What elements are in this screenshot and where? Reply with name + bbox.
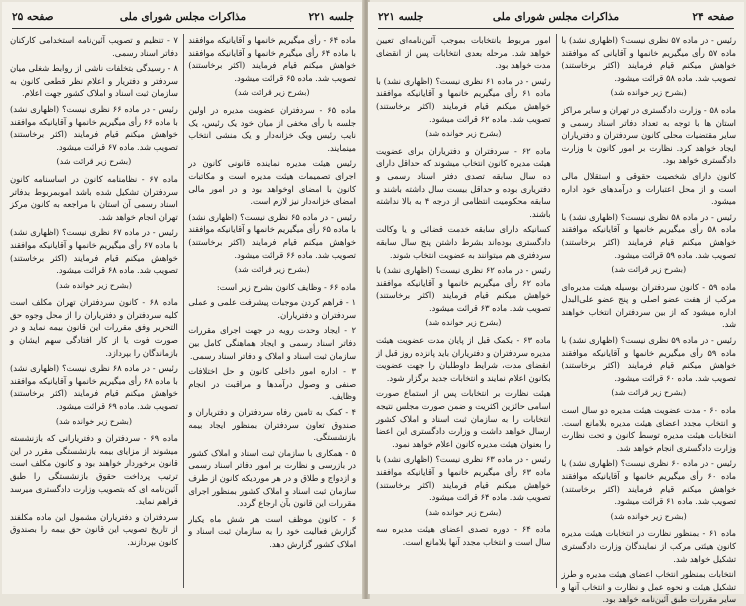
- paragraph: ۲ - ایجاد وحدت رویه در جهت اجرای مقررات دفاتر اسناد رسمی و ایجاد هماهنگی کامل بین سازمان ثبت اسناد و املاک و دفاتر اسناد رسمی.: [188, 325, 356, 361]
- paragraph: ۱ - فراهم کردن موجبات پیشرفت علمی و عملی سردفتران و دفتریاران.: [188, 297, 356, 320]
- paragraph: رئیس - در ماده ۶۵ نظری نیست؟ (اظهاری نشد) با ماده ۶۵ رأی میگیریم خانمها و آقایانیکه موافقند خواهش میکنم قیام فرمایند (اکثر برخاستند) تصویب شد. ماده ۶۶ قرائت میشود.: [188, 211, 356, 260]
- reading-note: (بشرح زیر خوانده شد): [55, 280, 132, 290]
- page-header: [12, 10, 354, 29]
- paragraph: ماده ۶۲ - سردفتران و دفتریاران برای عضویت هیئت مدیره کانون انتخاب میشوند که حداقل دارای ده سال سابقه تصدی دفتر اسناد رسمی و دفتریاری بوده و حداقل بیست سال داشته باشند و سابقه محکومیت انتظامی از درجه ۴ به بالا نداشته باشند.: [376, 145, 551, 219]
- page-title: مذاکرات مجلس شورای ملی: [492, 11, 620, 23]
- reading-note: (بشرح زیر خوانده شد): [610, 511, 687, 521]
- text-columns: [376, 34, 737, 605]
- paragraph: سردفتران و دفتریاران مشمول این ماده مکلفند از تاریخ تصویب این قانون حق بیمه را بصندوق کانون بپردازند.: [10, 511, 178, 547]
- page-title: مذاکرات مجلس شورای ملی: [119, 11, 247, 23]
- page-number: صفحه ۲۵: [12, 11, 54, 23]
- paragraph: ماده ۶۴ - دوره تصدی اعضای هیئت مدیره سه سال است و انتخاب مجدد آنها بلامانع است.: [376, 524, 551, 547]
- paragraph: رئیس - در ماده ۵۹ نظری نیست؟ (اظهاری نشد) با ماده ۵۹ رأی میگیریم خانمها و آقایانیکه موافقند خواهش میکنم قیام فرمایند (اکثر برخاستند) تصویب شد. ماده ۶۰ قرائت میشود.: [561, 335, 737, 383]
- paragraph: ماده ۶۱ - بمنظور نظارت در انتخابات هیئت مدیره کانون هیئتی مرکب از نمایندگان وزارت دادگستری تشکیل خواهد شد.: [561, 528, 736, 564]
- column-divider: [556, 34, 557, 588]
- paragraph: رئیس - در ماده ۶۶ نظری نیست؟ (اظهاری نشد) با ماده ۶۶ رأی میگیریم خانمها و آقایانیکه موافقند خواهش میکنم قیام فرمایند (اکثر برخاستند) تصویب شد. ماده ۶۷ قرائت میشود.: [10, 103, 178, 152]
- paragraph: ماده ۶۵ - سردفتران عضویت مدیره در اولین جلسه با رأی مخفی از میان خود یک رئیس، یک نایب رئیس ویک خزانه‌دار و یک منشی انتخاب مینمایند.: [188, 104, 356, 153]
- reading-note: (بشرح زیر خوانده شد): [425, 507, 502, 517]
- reading-note: (بشرح زیر خوانده شد): [425, 129, 502, 139]
- paragraph: رئیس - در ماده ۶۱ نظری نیست؟ (اظهاری نشد) با ماده ۶۱ رأی میگیریم خانمها و آقایانیکه موافقند خواهش میکنم قیام فرمایند (اکثر برخاستند) تصویب شد. ماده ۶۲ قرائت میشود.: [376, 75, 551, 124]
- paragraph: ماده ۶۳ - بکمک قبل از پایان مدت عضویت هیئت مدیره سردفتران و دفتریاران باید پانزده روز قبل از انقضای مدت، شرایط داوطلبان را جهت عضویت بکانون اعلام نمایند و انتخابات جدید برگزار شود.: [376, 335, 551, 383]
- reading-note: (بشرح زیر قرائت شد): [56, 157, 132, 167]
- paragraph: ماده ۵۹ - کانون سردفتران بوسیله هیئت مدیره‌ای مرکب از هفت عضو اصلی و پنج عضو علی‌البدل اداره میشود که از بین سردفتران انتخاب خواهند شد.: [561, 281, 736, 330]
- paragraph: هیئت نظارت بر انتخابات پس از استماع صورت اسامی حائزین اکثریت و ضمن صورت مجلس نتیجه انتخابات را به سازمان ثبت اسناد و املاک کشور ارسال خواهد داشت و وزارت دادگستری این اعضا را بعنوان هیئت مدیره کانون اعلام خواهد نمود.: [376, 388, 551, 449]
- paragraph: ۴ - کمک به تامین رفاه سردفتران و دفتریاران و صندوق تعاون سردفتران بمنظور ایجاد بیمه بازنشستگی.: [188, 407, 356, 443]
- column-divider: [183, 34, 184, 588]
- left-page: [2, 2, 364, 594]
- reading-note: (بشرح زیر قرائت شد): [611, 388, 687, 398]
- paragraph: ۸ - رسیدگی بتخلفات ناشی از روابط شغلی میان سردفتر و دفتریار و اعلام نظر قطعی کانون به سازمان ثبت اسناد و املاک کشور جهت اعلام.: [10, 63, 178, 99]
- reading-note: (بشرح زیر خوانده شد): [610, 88, 687, 98]
- paragraph: رئیس - در ماده ۵۸ نظری نیست؟ (اظهاری نشد) با ماده ۵۸ رأی میگیریم خانمها و آقایانیکه موافقند خواهش میکنم قیام فرمایند (اکثر برخاستند) تصویب شد. ماده ۵۹ قرائت میشود.: [561, 211, 737, 260]
- paragraph: امور مربوط بانتخابات بموجب آئین‌نامه‌ای تعیین خواهد شد. مرحله بعدی انتخابات پس از انقضای مدت خواهد بود.: [376, 35, 551, 71]
- paragraph: ۵ - همکاری با سازمان ثبت اسناد و املاک کشور در بازرسی و نظارت بر امور دفاتر اسناد رسمی و ازدواج و طلاق و در هر موردیکه کانون از طرف سازمان ثبت اسناد و املاک کشور بمنظور اجرای مقررات این قانون بآن ارجاع گردد.: [188, 447, 356, 509]
- paragraph: رئیس هیئت مدیره نماینده قانونی کانون در اجرای تصمیمات هیئت مدیره است و مکاتبات کانون با امضای اوخواهد بود و در امور مالی امضای خزانه‌دار نیز لازم است.: [188, 158, 356, 207]
- paragraph: رئیس - در ماده ۶۸ نظری نیست؟ (اظهاری نشد) با ماده ۶۸ رأی میگیریم خانمها و آقایانیکه موافقند خواهش میکنم قیام فرمایند (اکثر برخاستند) تصویب شد. ماده ۶۹ قرائت میشود.: [10, 363, 178, 412]
- text-column-right: [188, 34, 356, 588]
- paragraph: رئیس - در ماده ۵۷ نظری نیست؟ (اظهاری نشد) با ماده ۵۷ رأی میگیریم خانمها و آقایانی که موافقند خواهش میکنم قیام فرمایند (اکثر برخاستند) تصویب شد. ماده ۵۸ قرائت میشود.: [561, 35, 736, 83]
- paragraph: رئیس - در ماده ۶۷ نظری نیست؟ (اظهاری نشد) با ماده ۶۷ رأی میگیریم خانمها و آقایانیکه موافقند خواهش میکنم قیام فرمایند (اکثر برخاستند) تصویب شد. ماده ۶۸ قرائت میشود.: [10, 227, 178, 276]
- page-header: [378, 10, 734, 29]
- paragraph: ماده ۵۸ - وزارت دادگستری در تهران و سایر مراکز استان ها با توجه به تعداد دفاتر اسناد رسمی و سایر مقتضیات محلی کانون سردفتران و دفتریاران ایجاد خواهد کرد. نظارت بر امور کانون با وزارت دادگستری خواهد بود.: [561, 104, 736, 166]
- paragraph: ماده ۶۶ - وظایف کانون بشرح زیر است:: [216, 281, 356, 292]
- text-column-left: [376, 34, 551, 588]
- page-number: صفحه ۲۴: [692, 11, 734, 23]
- paragraph: ماده ۶۷ - نظامنامه کانون در اساسنامه کانون سردفتران تشکیل شده باشد اموبمربوط بدفاتر اسناد رسمی آن استان با مراجعه به کانون مرکز تهران انجام خواهد شد.: [10, 173, 178, 222]
- paragraph: رئیس - در ماده ۶۰ نظری نیست؟ (اظهاری نشد) با ماده ۶۰ رأی میگیریم خانمها و آقایانیکه موافقند خواهش میکنم قیام فرمایند (اکثر برخاستند) تصویب شد. ماده ۶۱ قرائت میشود.: [561, 458, 737, 507]
- paragraph: ماده ۶۹ - سردفتران و دفتریارانی که بازنشسته میشوند از مزایای بیمه بازنشستگی مقرر در این قانون برخوردار خواهند بود و کانون مکلف است ترتیب پرداخت حقوق بازنشستگی را طبق آئین‌نامه ای که بتصویب وزارت دادگستری میرسد فراهم نماید.: [10, 433, 178, 507]
- paragraph: کسانیکه دارای سابقه خدمت قضائی و یا وکالت دادگستری بوده‌اند بشرط داشتن پنج سال سابقه سردفتری هم میتوانند به عضویت انتخاب شوند.: [376, 224, 551, 260]
- paragraph: رئیس - در ماده ۶۲ نظری نیست؟ (اظهاری نشد) با ماده ۶۲ رأی میگیریم خانمها و آقایانیکه موافقند خواهش میکنم قیام فرمایند (اکثر برخاستند) تصویب شد. ماده ۶۳ قرائت میشود.: [376, 265, 551, 313]
- right-page: [368, 2, 744, 605]
- paragraph: ۳ - اداره امور داخلی کانون و حل اختلافات صنفی و وصول درآمدها و مراقبت در انجام وظایف.: [188, 366, 356, 402]
- reading-note: (بشرح زیر قرائت شد): [234, 265, 310, 275]
- paragraph: ۶ - کانون موظف است هر شش ماه یکبار گزارش فعالیت خود را به سازمان ثبت اسناد و املاک کشور گزارش دهد.: [188, 513, 356, 549]
- session-number: جلسه ۲۲۱: [378, 11, 424, 23]
- paragraph: ماده ۶۰ - مدت عضویت هیئت مدیره دو سال است و انتخاب مجدد اعضای هیئت مدیره بلامانع است. انتخابات هیئت مدیره توسط کانون و تحت نظارت وزارت دادگستری انجام خواهد شد.: [561, 405, 737, 453]
- text-column-left: [10, 34, 178, 588]
- reading-note: (بشرح زیر خوانده شد): [55, 416, 132, 426]
- text-column-right: [561, 34, 737, 605]
- reading-note: (بشرح زیر خوانده شد): [425, 318, 502, 328]
- paragraph: رئیس - در ماده ۶۳ نظری نیست؟ (اظهاری نشد) با ماده ۶۳ رأی میگیریم خانمها و آقایانیکه موافقند خواهش میکنم قیام فرمایند (اکثر برخاستند) تصویب شد. ماده ۶۴ قرائت میشود.: [376, 454, 551, 503]
- paragraph: ۷ - تنظیم و تصویب آئین‌نامه استخدامی کارکنان دفاتر اسناد رسمی.: [10, 35, 178, 58]
- text-columns: [10, 34, 356, 588]
- paragraph: انتخابات بمنظور انتخاب اعضای هیئت مدیره و طرز تشکیل هیئت و نحوه عمل و نظارت و انتخاب آنها و سایر مقررات طبق آئین‌نامه خواهد بود.: [561, 569, 736, 605]
- paragraph: ماده ۶۴ - رأی میگیریم خانمها و آقایانیکه موافقند با ماده ۶۴ رأی میگیرم خانمها و آقایانیکه موافقند خواهش میکنم قیام فرمایند (اکثر برخاستند) تصویب شد. ماده ۶۵ قرائت میشود.: [188, 35, 357, 83]
- paragraph: ماده ۶۸ - کانون سردفتران تهران مکلف است کلیه سردفتران و دفتریاران را از محل وجوه حق التحریر وفق مقررات این قانون بیمه نماید و در صورت فوت یا از کار افتادگی سهم ایشان و بازماندگان را بپردازد.: [10, 297, 178, 358]
- session-number: جلسه ۲۲۱: [308, 11, 354, 23]
- paragraph: کانون دارای شخصیت حقوقی و استقلال مالی است و از محل اعتبارات و درآمدهای خود اداره میشود.: [561, 170, 736, 207]
- reading-note: (بشرح زیر قرائت شد): [234, 88, 310, 98]
- reading-note: (بشرح زیر قرائت شد): [611, 265, 687, 275]
